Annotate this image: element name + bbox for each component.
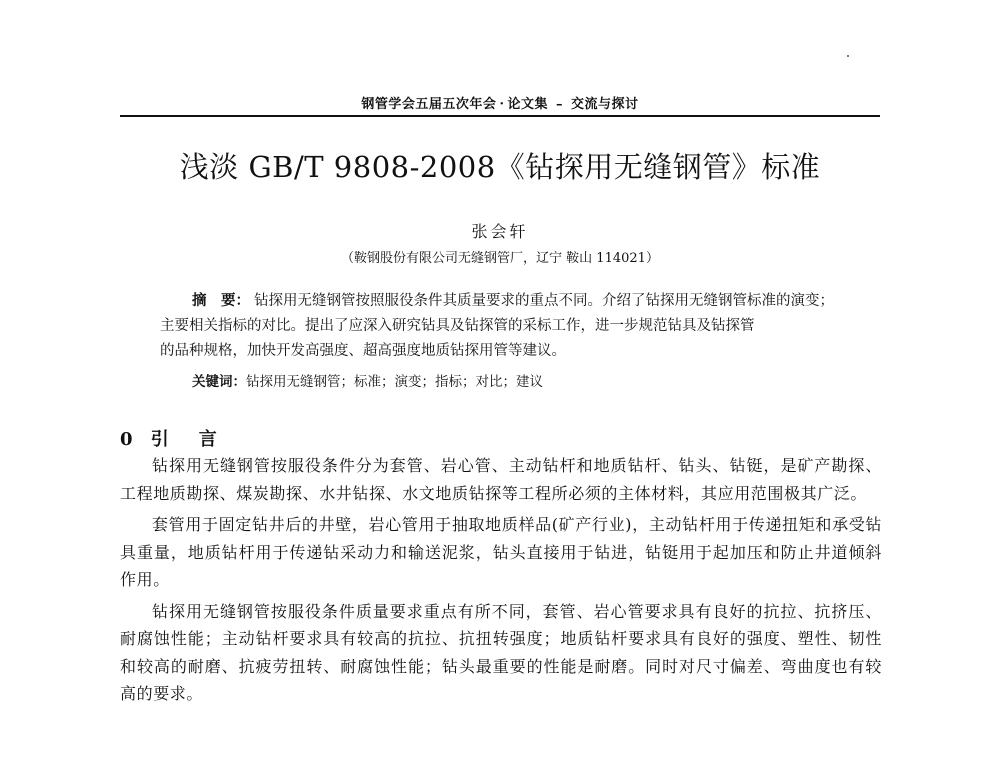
header-collection: 论文集 [507, 97, 548, 112]
section-heading-introduction: 0 引 言 [120, 429, 223, 450]
abstract-line-1 [160, 288, 860, 314]
header-journal: 钢管学会五届五次年会 [361, 97, 497, 112]
paragraph: 钻探用无缝钢管按服役条件分为套管、岩心管、主动钻杆和地质钻杆、钻头、钻铤，是矿产勘探、工程地质勘探、煤炭勘探、水井钻探、水文地质钻探等工程所必须的主体材料，其应用范围极其广泛。 [120, 456, 882, 503]
paragraph: 套管用于固定钻井后的井壁，岩心管用于抽取地质样品(矿产行业)，主动钻杆用于传递扭矩和承受钻具重量，地质钻杆用于传递钻采动力和输送泥浆，钻头直接用于钻进，钻铤用于起加压和防止井道倾斜作用。 [120, 515, 882, 589]
abstract [160, 288, 860, 364]
keywords-text: 钻探用无缝钢管；标准；演变；指标；对比；建议 [246, 374, 543, 390]
abstract-line-2: 主要相关指标的对比。提出了应深入研究钻具及钻探管的采标工作，进一步规范钻具及钻探管 [160, 318, 755, 334]
abstract-label: 摘 要： [192, 292, 250, 309]
header-section: 交流与探讨 [571, 97, 639, 112]
keywords-label: 关键词： [192, 374, 246, 390]
abstract-text-1: 钻探用无缝钢管按照服役条件其质量要求的重点不同。介绍了钻探用无缝钢管标准的演变； [254, 293, 834, 309]
abstract-line-3: 的品种规格，加快开发高强度、超高强度地质钻探用管等建议。 [160, 343, 566, 359]
keywords [192, 370, 852, 390]
running-header [120, 93, 880, 112]
header-dash: – [556, 97, 564, 112]
author-affiliation: （鞍钢股份有限公司无缝钢管厂，辽宁 鞍山 114021） [341, 251, 659, 266]
header-separator: · [499, 97, 505, 112]
header-rule [120, 115, 880, 117]
body-text [120, 452, 882, 712]
author-name: 张会轩 [471, 222, 529, 241]
paper-title: 浅淡 GB/T 9808-2008《钻探用无缝钢管》标准 [179, 150, 821, 184]
scan-speck [847, 55, 849, 57]
paragraph: 钻探用无缝钢管按服役条件质量要求重点有所不同，套管、岩心管要求具有良好的抗拉、抗挤压、耐腐蚀性能；主动钻杆要求具有较高的抗拉、抗扭转强度；地质钻杆要求具有良好的强度、塑性、韧性和较高的耐磨、抗疲劳扭转、耐腐蚀性能；钻头最重要的性能是耐磨。同时对尺寸偏差、弯曲度也有较高的要求。 [120, 601, 882, 703]
